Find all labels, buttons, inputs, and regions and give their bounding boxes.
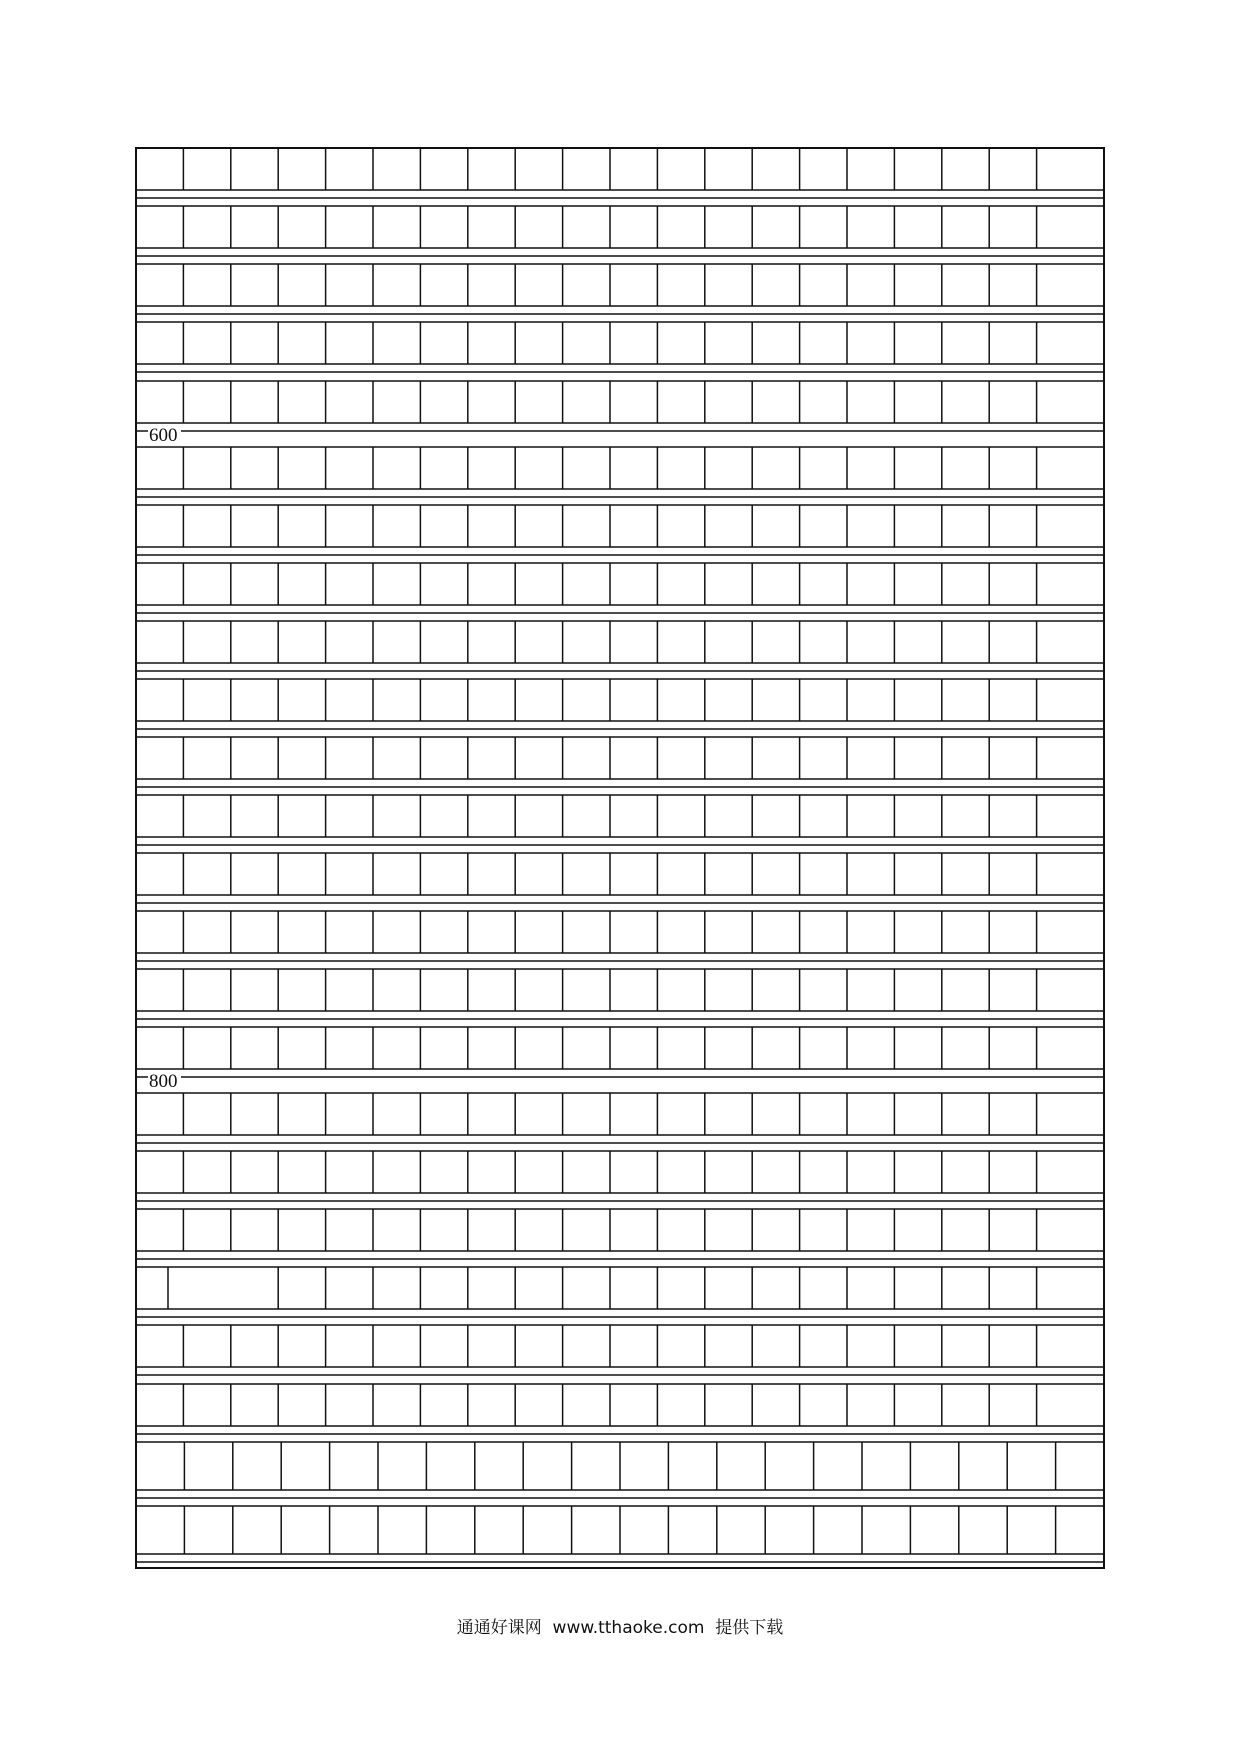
grid-row: [183, 1325, 1036, 1367]
grid-row: [183, 447, 1036, 489]
grid-row: [184, 1442, 1055, 1490]
grid-row: [183, 621, 1036, 663]
grid-frame: [136, 148, 1104, 1568]
grid-row: [183, 679, 1036, 721]
grid-row: [183, 563, 1036, 605]
grid-row: [183, 1384, 1036, 1426]
grid-row: [183, 969, 1036, 1011]
footer-url: www.tthaoke.com: [552, 1618, 705, 1638]
grid-row: [183, 322, 1036, 364]
grid-row: [183, 1093, 1036, 1135]
grid-row: [183, 206, 1036, 248]
word-count-mark-600: 600: [148, 426, 181, 445]
grid-row: [183, 381, 1036, 423]
grid-row: [184, 1506, 1055, 1554]
grid-row: [183, 853, 1036, 895]
grid-row: [183, 1151, 1036, 1193]
grid-row: [183, 264, 1036, 306]
grid-row: [183, 505, 1036, 547]
grid-row: [183, 911, 1036, 953]
word-count-mark-800: 800: [148, 1072, 181, 1091]
grid-row: [183, 795, 1036, 837]
grid-row: [183, 148, 1036, 190]
footer-credit: [0, 1617, 1240, 1639]
footer-site-name: 通通好课网: [456, 1618, 542, 1638]
grid-row: [183, 1209, 1036, 1251]
grid-row: [183, 737, 1036, 779]
grid-row: [183, 1027, 1036, 1069]
grid-row: [168, 1267, 1037, 1309]
footer-suffix: 提供下载: [715, 1618, 784, 1638]
